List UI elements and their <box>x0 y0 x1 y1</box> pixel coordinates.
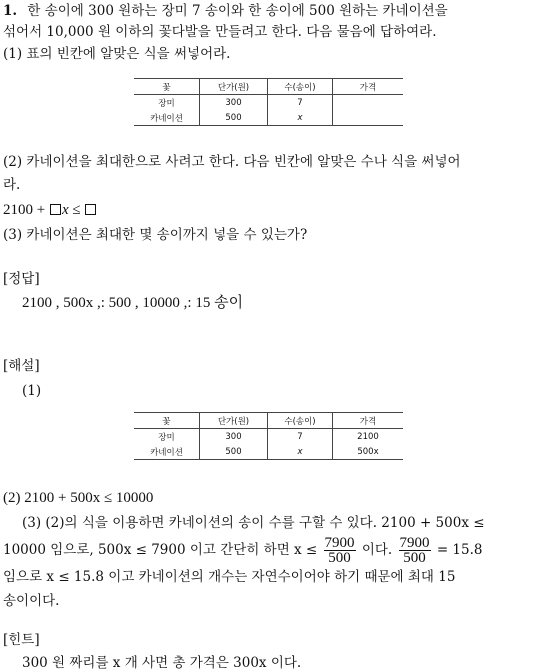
table-cell: 300 <box>200 429 268 445</box>
table-cell: 7 <box>268 429 333 445</box>
fraction-numerator: 7900 <box>324 535 355 551</box>
table-cell: 500 <box>200 110 268 126</box>
solution-text: 이다. <box>361 542 393 558</box>
solution-text: = 15.8 <box>436 542 483 558</box>
solution-part-1: (1) <box>22 383 42 399</box>
solution-text: 10000 임으로, 500x ≤ 7900 이고 간단히 하면 x ≤ <box>3 542 318 558</box>
table-row <box>134 110 403 126</box>
answer-text: 2100 , 500x ,: 500 , 10000 ,: 15 송이 <box>22 295 244 311</box>
table-cell: 300 <box>200 95 268 111</box>
table-cell: x <box>268 110 333 126</box>
inequality-left: 2100 + <box>3 202 46 218</box>
subquestion-1: (1) 표의 빈칸에 알맞은 식을 써넣어라. <box>3 46 231 62</box>
table-2 <box>134 412 403 460</box>
question-line-1 <box>3 2 448 20</box>
solution-title: [해설] <box>3 358 40 374</box>
question-line-2: 섞어서 10,000 원 이하의 꽃다발을 만들려고 한다. 다음 물음에 답하여라. <box>3 24 437 40</box>
table-row <box>134 444 403 460</box>
hint-title: [힌트] <box>3 632 40 648</box>
fraction-denominator: 500 <box>328 550 351 566</box>
fraction-denominator: 500 <box>403 550 426 566</box>
inequality-blank <box>3 201 97 219</box>
header-cell: 꽃 <box>134 79 200 95</box>
solution-part-3-line-1: (3) (2)의 식을 이용하면 카네이션의 송이 수를 구할 수 있다. 2100 + 500x ≤ <box>22 515 485 531</box>
question-number: 1. <box>3 3 18 19</box>
table-cell: 500x <box>333 444 404 460</box>
header-cell: 단가(원) <box>200 79 268 95</box>
table-1 <box>134 78 403 126</box>
header-cell: 가격 <box>333 79 404 95</box>
solution-part-3-line-2 <box>3 532 482 568</box>
table-cell: 장미 <box>134 429 200 445</box>
subquestion-2-line-2: 라. <box>3 177 21 193</box>
variable-x: x <box>61 202 69 218</box>
blank-box-icon <box>50 204 61 215</box>
table-cell: 카네이션 <box>134 444 200 460</box>
table-row <box>134 95 403 111</box>
fraction-numerator: 7900 <box>399 535 430 551</box>
table-cell: 장미 <box>134 95 200 111</box>
header-cell: 꽃 <box>134 413 200 429</box>
answer-title: [정답] <box>3 271 40 287</box>
header-cell: 수(송이) <box>268 79 333 95</box>
table-cell: 2100 <box>357 431 379 442</box>
table-cell: 카네이션 <box>134 110 200 126</box>
table-cell: 7 <box>268 95 333 111</box>
table-cell <box>333 95 404 111</box>
header-cell: 단가(원) <box>200 413 268 429</box>
table-row <box>134 429 403 445</box>
table-cell <box>333 110 404 126</box>
table-header-row <box>134 413 403 429</box>
table-cell: x <box>268 444 333 460</box>
subquestion-3: (3) 카네이션은 최대한 몇 송이까지 넣을 수 있는가? <box>3 227 308 243</box>
fraction <box>399 536 431 565</box>
header-cell: 수(송이) <box>268 413 333 429</box>
header-cell: 가격 <box>333 413 404 429</box>
subquestion-2-line-1: (2) 카네이션을 최대한으로 사려고 한다. 다음 빈칸에 알맞은 수나 식을 써넣어 <box>3 154 461 170</box>
table-cell: 500 <box>200 444 268 460</box>
blank-box-icon <box>85 204 96 215</box>
solution-part-3-line-3: 임으로 x ≤ 15.8 이고 카네이션의 개수는 자연수이어야 하기 때문에 최대 15 <box>3 569 456 585</box>
fraction <box>324 536 356 565</box>
solution-part-3-line-4: 송이이다. <box>3 593 60 609</box>
table-header-row <box>134 79 403 95</box>
le-symbol: ≤ <box>72 202 81 218</box>
hint-text: 300 원 짜리를 x 개 사면 총 가격은 300x 이다. <box>22 655 302 671</box>
solution-part-2: (2) 2100 + 500x ≤ 10000 <box>3 490 154 506</box>
question-text-1: 한 송이에 300 원하는 장미 7 송이와 한 송이에 500 원하는 카네이션을 <box>27 3 448 19</box>
